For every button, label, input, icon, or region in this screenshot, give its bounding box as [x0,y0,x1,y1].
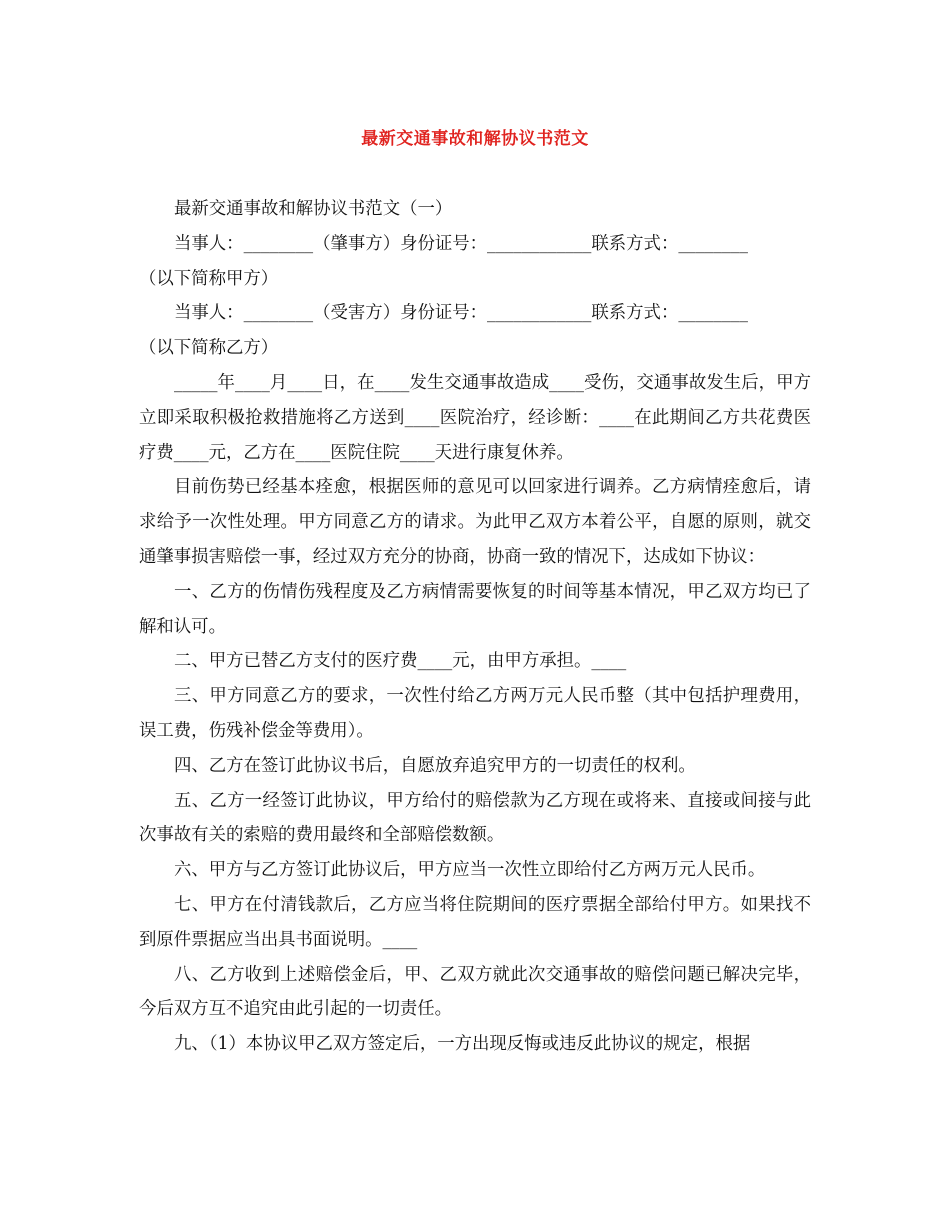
clause-4: 四、乙方在签订此协议书后，自愿放弃追究甲方的一切责任的权利。 [174,755,696,776]
clause-9: 九、（1）本协议甲乙双方签定后，一方出现反悔或违反此协议的规定，根据 [174,1034,751,1055]
document-body [139,192,811,1062]
clause-5: 五、乙方一经签订此协议，甲方给付的赔偿款为乙方现在或将来、直接或间接与此次事故有关的索赔的费用最终和全部赔偿数额。 [139,790,811,846]
paragraph-recovery: 目前伤势已经基本痊愈，根据医师的意见可以回家进行调养。乙方病情痊愈后，请求给予一次性处理。甲方同意乙方的请求。为此甲乙双方本着公平，自愿的原则，就交通肇事损害赔偿一事，经过双方充分的协商，协商一致的情况下，达成如下协议： [139,477,811,567]
section-heading: 最新交通事故和解协议书范文（一） [174,199,453,219]
clause-1: 一、乙方的伤情伤残程度及乙方病情需要恢复的时间等基本情况，甲乙双方均已了解和认可。 [139,581,811,637]
party-b-alias: （以下简称乙方） [139,338,279,359]
clause-7: 七、甲方在付清钱款后，乙方应当将住院期间的医疗票据全部给付甲方。如果找不到原件票据应当出具书面说明。____ [139,894,811,950]
document-title: 最新交通事故和解协议书范文 [361,129,589,149]
clause-3: 三、甲方同意乙方的要求，一次性付给乙方两万元人民币整（其中包括护理费用，误工费，伤残补偿金等费用）。 [139,686,811,741]
clause-6: 六、甲方与乙方签订此协议后，甲方应当一次性立即给付乙方两万元人民币。 [174,860,766,881]
paragraph-accident-details: _____年____月____日，在____发生交通事故造成____受伤，交通事故发生后，甲方立即采取积极抢救措施将乙方送到____医院治疗，经诊断：____在此期间乙方共花费医疗费____元，乙方在____医院住院____天进行康复休养。 [139,372,811,463]
party-b-line: 当事人：________（受害方）身份证号：____________联系方式：________ [174,303,748,324]
party-a-alias: （以下简称甲方） [139,268,279,289]
clause-8: 八、乙方收到上述赔偿金后，甲、乙双方就此次交通事故的赔偿问题已解决完毕，今后双方互不追究由此引起的一切责任。 [139,964,811,1020]
party-a-line: 当事人：________（肇事方）身份证号：____________联系方式：________ [174,233,748,254]
clause-2: 二、甲方已替乙方支付的医疗费____元，由甲方承担。____ [174,651,627,672]
